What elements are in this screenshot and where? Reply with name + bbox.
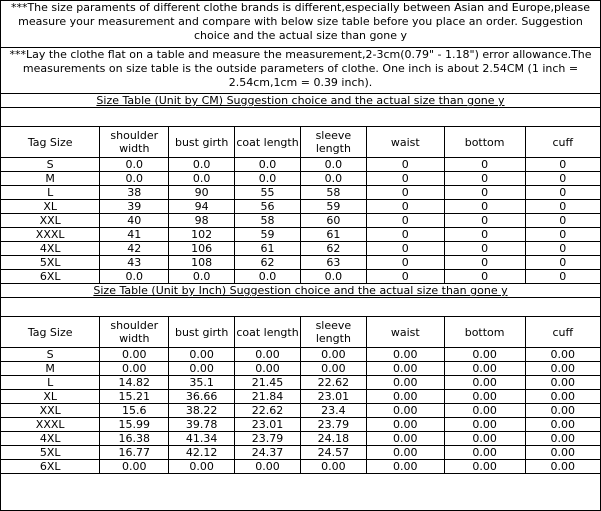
measurement-cell: 0 bbox=[444, 200, 525, 214]
measurement-cell: 23.4 bbox=[300, 404, 366, 418]
note-size-brands: ***The size paraments of different clothe brands is different,especially between Asian and Europe,please measure your measurement and compare with below size table before you place an order. Suggestion choice and the actual size than gone y bbox=[1, 1, 600, 48]
table-row bbox=[1, 200, 600, 214]
table-row bbox=[1, 172, 600, 186]
tag-size-cell: M bbox=[1, 172, 100, 186]
measurement-cell: 0 bbox=[525, 270, 600, 284]
measurement-cell: 0 bbox=[444, 214, 525, 228]
tag-size-cell: S bbox=[1, 158, 100, 172]
measurement-cell: 0.00 bbox=[525, 446, 600, 460]
measurement-cell: 23.01 bbox=[235, 418, 301, 432]
measurement-cell: 60 bbox=[300, 214, 366, 228]
measurement-cell: 0.00 bbox=[525, 348, 600, 362]
measurement-cell: 41 bbox=[100, 228, 169, 242]
measurement-cell: 22.62 bbox=[300, 376, 366, 390]
measurement-cell: 23.79 bbox=[235, 432, 301, 446]
measurement-cell: 0.0 bbox=[300, 158, 366, 172]
note-measure-flat: ***Lay the clothe flat on a table and measure the measurement,2-3cm(0.79" - 1.18") error allowance.The measurements on size table is the outside parameters of clothe. One inch is about 2.54CM (1 inch = 2.54cm,1cm = 0.39 inch). bbox=[1, 48, 600, 94]
column-header: Tag Size bbox=[1, 317, 100, 348]
measurement-cell: 58 bbox=[235, 214, 301, 228]
table-caption: Size Table (Unit by CM) Suggestion choice and the actual size than gone y bbox=[1, 94, 600, 108]
measurement-cell: 108 bbox=[169, 256, 235, 270]
measurement-cell: 59 bbox=[235, 228, 301, 242]
measurement-cell: 0.00 bbox=[444, 446, 525, 460]
measurement-cell: 0 bbox=[366, 186, 444, 200]
measurement-cell: 0 bbox=[525, 256, 600, 270]
measurement-cell: 102 bbox=[169, 228, 235, 242]
table-spacer bbox=[1, 108, 600, 126]
table-header-row bbox=[1, 317, 600, 348]
measurement-cell: 0 bbox=[366, 256, 444, 270]
measurement-cell: 41.34 bbox=[169, 432, 235, 446]
measurement-cell: 0 bbox=[525, 214, 600, 228]
measurement-cell: 14.82 bbox=[100, 376, 169, 390]
table-row bbox=[1, 460, 600, 474]
measurement-cell: 0 bbox=[525, 158, 600, 172]
tag-size-cell: 5XL bbox=[1, 446, 100, 460]
measurement-cell: 39.78 bbox=[169, 418, 235, 432]
measurement-cell: 0.00 bbox=[444, 362, 525, 376]
table-row bbox=[1, 404, 600, 418]
table-row bbox=[1, 432, 600, 446]
size-table-inch bbox=[1, 316, 600, 474]
measurement-cell: 0 bbox=[366, 214, 444, 228]
measurement-cell: 0 bbox=[525, 200, 600, 214]
measurement-cell: 0.00 bbox=[525, 432, 600, 446]
measurement-cell: 0.0 bbox=[235, 270, 301, 284]
measurement-cell: 0.00 bbox=[169, 362, 235, 376]
measurement-cell: 0.00 bbox=[300, 348, 366, 362]
table-row bbox=[1, 362, 600, 376]
measurement-cell: 23.01 bbox=[300, 390, 366, 404]
table-row bbox=[1, 270, 600, 284]
measurement-cell: 56 bbox=[235, 200, 301, 214]
measurement-cell: 0.00 bbox=[366, 432, 444, 446]
measurement-cell: 0.00 bbox=[235, 362, 301, 376]
measurement-cell: 0 bbox=[525, 186, 600, 200]
measurement-cell: 0.00 bbox=[366, 362, 444, 376]
measurement-cell: 0.0 bbox=[300, 270, 366, 284]
measurement-cell: 106 bbox=[169, 242, 235, 256]
measurement-cell: 63 bbox=[300, 256, 366, 270]
measurement-cell: 0.0 bbox=[300, 172, 366, 186]
measurement-cell: 36.66 bbox=[169, 390, 235, 404]
measurement-cell: 0.00 bbox=[444, 432, 525, 446]
measurement-cell: 15.99 bbox=[100, 418, 169, 432]
tag-size-cell: 6XL bbox=[1, 460, 100, 474]
measurement-cell: 0.00 bbox=[525, 404, 600, 418]
measurement-cell: 38 bbox=[100, 186, 169, 200]
tag-size-cell: XXXL bbox=[1, 228, 100, 242]
tag-size-cell: S bbox=[1, 348, 100, 362]
measurement-cell: 0.00 bbox=[444, 404, 525, 418]
measurement-cell: 35.1 bbox=[169, 376, 235, 390]
measurement-cell: 0.00 bbox=[444, 390, 525, 404]
measurement-cell: 0.00 bbox=[525, 390, 600, 404]
measurement-cell: 0.00 bbox=[366, 348, 444, 362]
table-row bbox=[1, 348, 600, 362]
tag-size-cell: XXL bbox=[1, 404, 100, 418]
tag-size-cell: XXXL bbox=[1, 418, 100, 432]
table-row bbox=[1, 242, 600, 256]
measurement-cell: 42 bbox=[100, 242, 169, 256]
measurement-cell: 59 bbox=[300, 200, 366, 214]
tag-size-cell: XXL bbox=[1, 214, 100, 228]
measurement-cell: 0.00 bbox=[366, 376, 444, 390]
measurement-cell: 0 bbox=[444, 270, 525, 284]
table-row bbox=[1, 256, 600, 270]
measurement-cell: 0 bbox=[366, 270, 444, 284]
column-header: coat length bbox=[235, 127, 301, 158]
table-header-row bbox=[1, 127, 600, 158]
measurement-cell: 43 bbox=[100, 256, 169, 270]
measurement-cell: 21.45 bbox=[235, 376, 301, 390]
tag-size-cell: 5XL bbox=[1, 256, 100, 270]
column-header: waist bbox=[366, 127, 444, 158]
tag-size-cell: M bbox=[1, 362, 100, 376]
measurement-cell: 0.00 bbox=[366, 404, 444, 418]
measurement-cell: 0 bbox=[444, 172, 525, 186]
measurement-cell: 61 bbox=[300, 228, 366, 242]
measurement-cell: 0 bbox=[444, 186, 525, 200]
column-header: sleeve length bbox=[300, 127, 366, 158]
size-table-cm bbox=[1, 126, 600, 284]
measurement-cell: 0.0 bbox=[100, 172, 169, 186]
measurement-cell: 0.00 bbox=[444, 376, 525, 390]
measurement-cell: 40 bbox=[100, 214, 169, 228]
column-header: Tag Size bbox=[1, 127, 100, 158]
measurement-cell: 62 bbox=[235, 256, 301, 270]
column-header: cuff bbox=[525, 317, 600, 348]
measurement-cell: 90 bbox=[169, 186, 235, 200]
measurement-cell: 0.00 bbox=[525, 460, 600, 474]
measurement-cell: 38.22 bbox=[169, 404, 235, 418]
measurement-cell: 0 bbox=[444, 228, 525, 242]
measurement-cell: 0 bbox=[366, 200, 444, 214]
measurement-cell: 15.21 bbox=[100, 390, 169, 404]
table-row bbox=[1, 186, 600, 200]
measurement-cell: 15.6 bbox=[100, 404, 169, 418]
measurement-cell: 0.0 bbox=[100, 158, 169, 172]
measurement-cell: 0.00 bbox=[444, 418, 525, 432]
measurement-cell: 62 bbox=[300, 242, 366, 256]
measurement-cell: 21.84 bbox=[235, 390, 301, 404]
measurement-cell: 0.00 bbox=[525, 418, 600, 432]
tag-size-cell: 4XL bbox=[1, 432, 100, 446]
tag-size-cell: XL bbox=[1, 200, 100, 214]
measurement-cell: 0 bbox=[444, 242, 525, 256]
tag-size-cell: L bbox=[1, 186, 100, 200]
table-caption: Size Table (Unit by Inch) Suggestion choice and the actual size than gone y bbox=[1, 284, 600, 298]
measurement-cell: 0.00 bbox=[525, 362, 600, 376]
measurement-cell: 0.00 bbox=[525, 376, 600, 390]
column-header: bust girth bbox=[169, 317, 235, 348]
table-spacer bbox=[1, 298, 600, 316]
column-header: sleeve length bbox=[300, 317, 366, 348]
measurement-cell: 0 bbox=[525, 228, 600, 242]
measurement-cell: 0.0 bbox=[169, 158, 235, 172]
measurement-cell: 0.00 bbox=[444, 348, 525, 362]
measurement-cell: 24.57 bbox=[300, 446, 366, 460]
table-row bbox=[1, 214, 600, 228]
table-row bbox=[1, 158, 600, 172]
measurement-cell: 0 bbox=[366, 158, 444, 172]
measurement-cell: 24.18 bbox=[300, 432, 366, 446]
measurement-cell: 0.00 bbox=[235, 460, 301, 474]
measurement-cell: 0 bbox=[525, 242, 600, 256]
measurement-cell: 0.0 bbox=[235, 172, 301, 186]
measurement-cell: 0.0 bbox=[169, 270, 235, 284]
column-header: bottom bbox=[444, 317, 525, 348]
table-row bbox=[1, 376, 600, 390]
table-row bbox=[1, 390, 600, 404]
measurement-cell: 58 bbox=[300, 186, 366, 200]
column-header: shoulder width bbox=[100, 317, 169, 348]
measurement-cell: 0 bbox=[366, 172, 444, 186]
measurement-cell: 0 bbox=[444, 158, 525, 172]
column-header: bust girth bbox=[169, 127, 235, 158]
size-tables bbox=[1, 94, 600, 474]
column-header: coat length bbox=[235, 317, 301, 348]
measurement-cell: 0.00 bbox=[235, 348, 301, 362]
tag-size-cell: 6XL bbox=[1, 270, 100, 284]
measurement-cell: 94 bbox=[169, 200, 235, 214]
measurement-cell: 0.00 bbox=[444, 460, 525, 474]
measurement-cell: 0.00 bbox=[169, 460, 235, 474]
column-header: shoulder width bbox=[100, 127, 169, 158]
measurement-cell: 24.37 bbox=[235, 446, 301, 460]
measurement-cell: 0.00 bbox=[366, 390, 444, 404]
measurement-cell: 23.79 bbox=[300, 418, 366, 432]
tag-size-cell: XL bbox=[1, 390, 100, 404]
measurement-cell: 0.00 bbox=[366, 418, 444, 432]
table-row bbox=[1, 446, 600, 460]
measurement-cell: 0 bbox=[525, 172, 600, 186]
measurement-cell: 61 bbox=[235, 242, 301, 256]
measurement-cell: 16.77 bbox=[100, 446, 169, 460]
measurement-cell: 0.00 bbox=[300, 460, 366, 474]
measurement-cell: 0 bbox=[366, 242, 444, 256]
measurement-cell: 0.00 bbox=[366, 460, 444, 474]
measurement-cell: 42.12 bbox=[169, 446, 235, 460]
measurement-cell: 98 bbox=[169, 214, 235, 228]
column-header: waist bbox=[366, 317, 444, 348]
measurement-cell: 0 bbox=[366, 228, 444, 242]
measurement-cell: 0.00 bbox=[100, 362, 169, 376]
measurement-cell: 0.00 bbox=[366, 446, 444, 460]
measurement-cell: 0.0 bbox=[235, 158, 301, 172]
measurement-cell: 0.00 bbox=[100, 460, 169, 474]
measurement-cell: 55 bbox=[235, 186, 301, 200]
measurement-cell: 39 bbox=[100, 200, 169, 214]
column-header: bottom bbox=[444, 127, 525, 158]
measurement-cell: 0 bbox=[444, 256, 525, 270]
measurement-cell: 22.62 bbox=[235, 404, 301, 418]
tag-size-cell: L bbox=[1, 376, 100, 390]
column-header: cuff bbox=[525, 127, 600, 158]
measurement-cell: 0.0 bbox=[169, 172, 235, 186]
measurement-cell: 0.00 bbox=[100, 348, 169, 362]
tag-size-cell: 4XL bbox=[1, 242, 100, 256]
table-row bbox=[1, 418, 600, 432]
measurement-cell: 0.0 bbox=[100, 270, 169, 284]
measurement-cell: 16.38 bbox=[100, 432, 169, 446]
table-row bbox=[1, 228, 600, 242]
measurement-cell: 0.00 bbox=[300, 362, 366, 376]
measurement-cell: 0.00 bbox=[169, 348, 235, 362]
